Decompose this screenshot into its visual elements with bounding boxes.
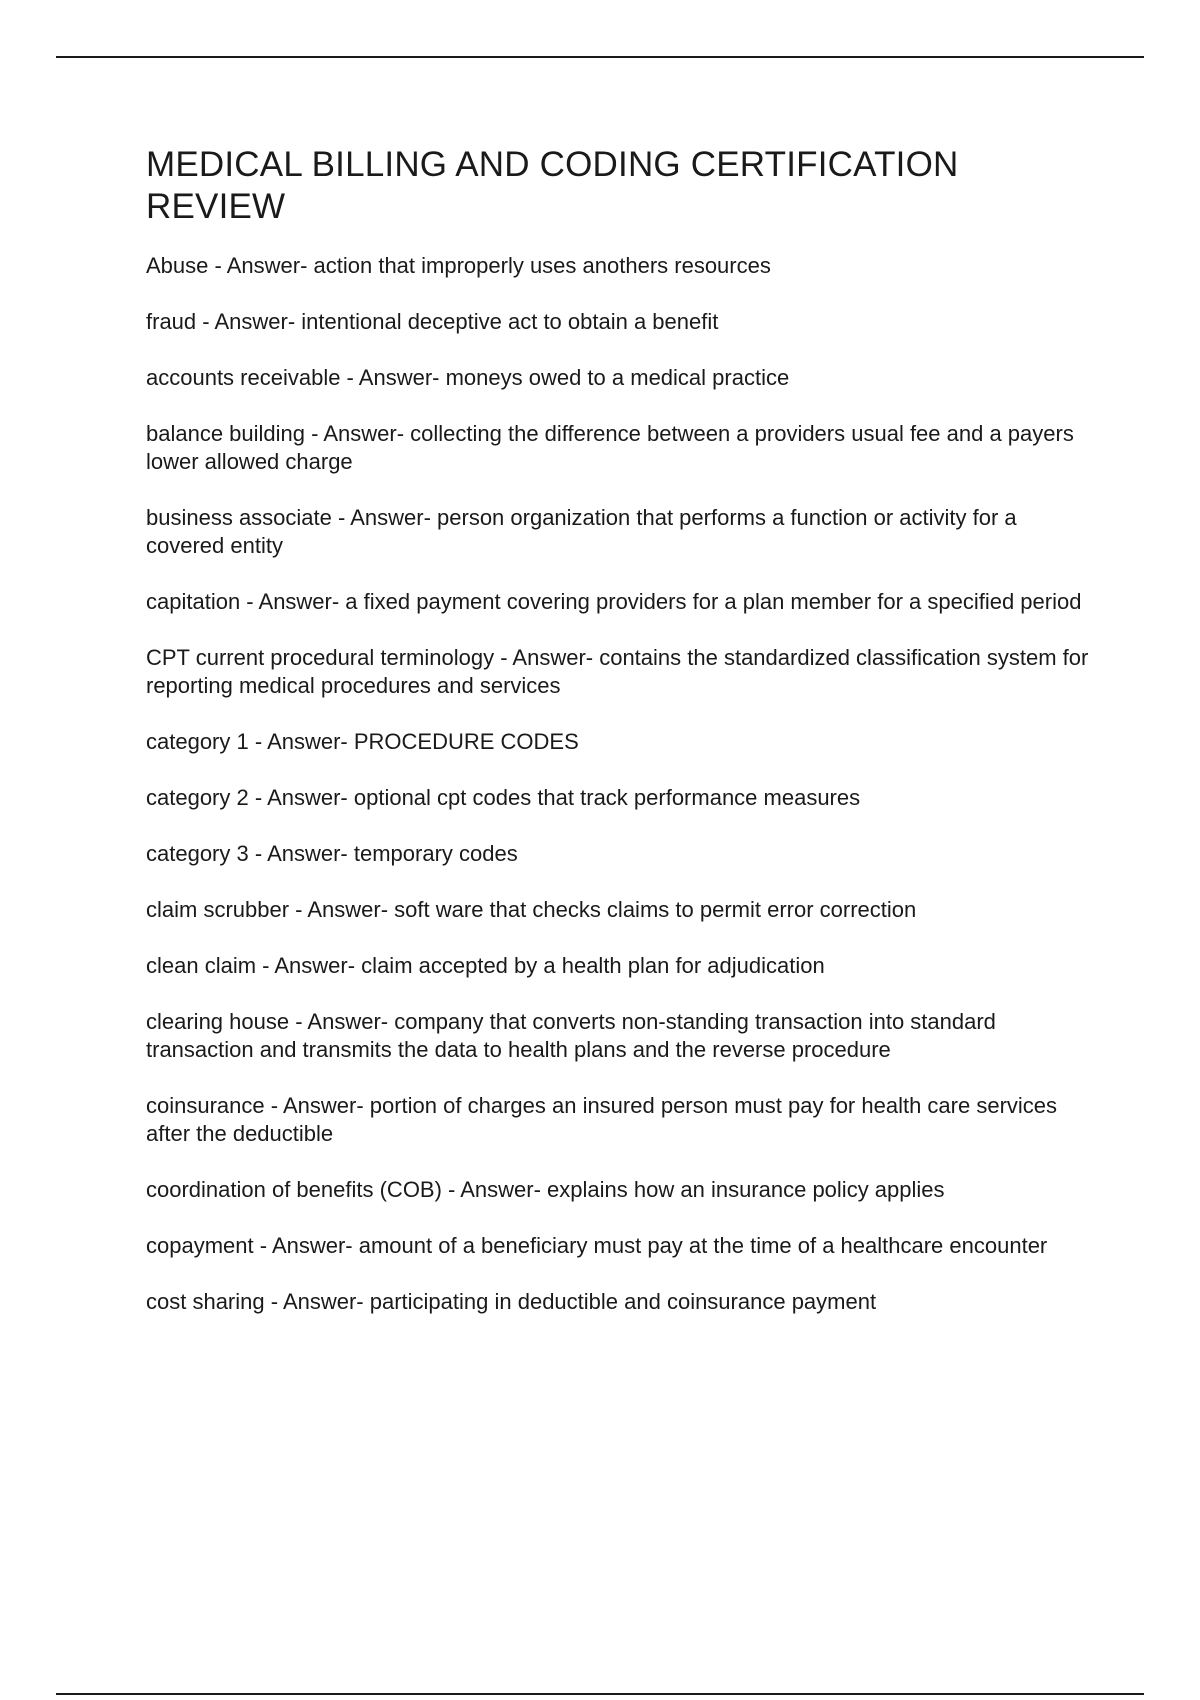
- glossary-entry-coordination-of-benefits: coordination of benefits (COB) - Answer- explains how an insurance policy applies: [146, 1177, 945, 1202]
- glossary-entry-balance-building: balance building - Answer- collecting the difference between a providers usual fee and a payers lower allowed charge: [146, 421, 1074, 474]
- page-bottom-rule: [56, 1693, 1144, 1695]
- glossary-entry-accounts-receivable: accounts receivable - Answer- moneys owed to a medical practice: [146, 365, 790, 390]
- document-body: [146, 144, 1096, 1344]
- page-top-rule: [56, 56, 1144, 58]
- glossary-entry-copayment: copayment - Answer- amount of a beneficiary must pay at the time of a healthcare encounter: [146, 1233, 1048, 1258]
- glossary-entry-cpt: CPT current procedural terminology - Answer- contains the standardized classification system for reporting medical procedures and services: [146, 645, 1089, 698]
- glossary-entry-coinsurance: coinsurance - Answer- portion of charges an insured person must pay for health care services after the deductible: [146, 1093, 1058, 1146]
- glossary-entry-category-1: category 1 - Answer- PROCEDURE CODES: [146, 729, 579, 754]
- glossary-entry-claim-scrubber: claim scrubber - Answer- soft ware that checks claims to permit error correction: [146, 897, 917, 922]
- glossary-entry-category-3: category 3 - Answer- temporary codes: [146, 841, 518, 866]
- glossary-entry-business-associate: business associate - Answer- person organization that performs a function or activity for a covered entity: [146, 505, 1017, 558]
- glossary-entry-clean-claim: clean claim - Answer- claim accepted by a health plan for adjudication: [146, 953, 825, 978]
- glossary-entry-clearing-house: clearing house - Answer- company that converts non-standing transaction into standard transaction and transmits the data to health plans and the reverse procedure: [146, 1009, 996, 1062]
- glossary-list: [146, 252, 1096, 1316]
- document-title: MEDICAL BILLING AND CODING CERTIFICATION REVIEW: [146, 145, 959, 226]
- glossary-entry-category-2: category 2 - Answer- optional cpt codes that track performance measures: [146, 785, 861, 810]
- glossary-entry-capitation: capitation - Answer- a fixed payment covering providers for a plan member for a specified period: [146, 589, 1082, 614]
- glossary-entry-fraud: fraud - Answer- intentional deceptive act to obtain a benefit: [146, 309, 719, 334]
- glossary-entry-cost-sharing: cost sharing - Answer- participating in deductible and coinsurance payment: [146, 1289, 877, 1314]
- glossary-entry-abuse: Abuse - Answer- action that improperly uses anothers resources: [146, 253, 771, 278]
